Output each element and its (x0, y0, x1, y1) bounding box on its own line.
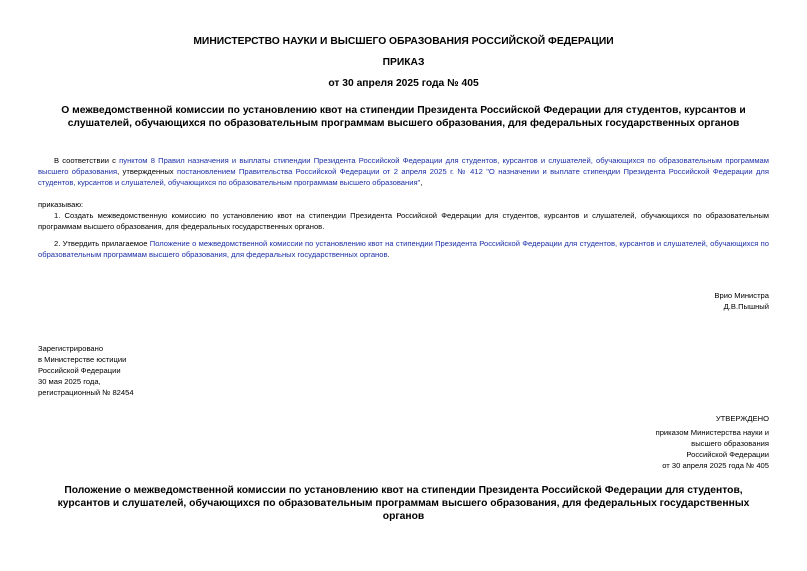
approval-line: Российской Федерации (686, 450, 769, 459)
regulation-title: Положение о межведомственной комиссии по установлению квот на стипендии Президента Российской Федерации для студентов, курсантов и слушателей, обучающихся по образовательным программам высшего образования, для федеральных государственных органов (57, 485, 750, 522)
government-decree-link[interactable]: постановлением Правительства Российской Федерации от 2 апреля 2025 г. № 412 "О назначении и выплате стипендии Президента Российской Федерации для студентов, курсантов и слушателей, обучающихся по образовательным программам высшего образования" (38, 167, 769, 187)
item-2-prefix: 2. Утвердить прилагаемое (54, 239, 150, 248)
preamble-suffix: , (420, 178, 423, 187)
approval-block (656, 413, 769, 471)
order-item-1: 1. Создать межведомственную комиссию по установлению квот на стипендии Президента Российской Федерации для студентов, курсантов и слушателей, обучающихся по образовательным программам высшего образования, для федеральных государственных органов. (38, 211, 769, 231)
registration-block (38, 343, 134, 398)
registration-line: в Министерстве юстиции (38, 355, 127, 364)
item-2-suffix: . (387, 250, 390, 259)
registration-line: регистрационный № 82454 (38, 388, 134, 397)
order-heading: ПРИКАЗ (382, 57, 425, 68)
rules-link[interactable]: пунктом 8 Правил назначения и выплаты стипендии Президента Российской Федерации для студентов, курсантов и слушателей, обучающихся по образовательным программам высшего образования (38, 156, 769, 176)
preamble-middle: , утвержденных (117, 167, 177, 176)
signatory-name: Д.В.Пышный (723, 302, 769, 311)
approval-line: от 30 апреля 2025 года № 405 (662, 461, 769, 470)
order-date: от 30 апреля 2025 года № 405 (328, 78, 479, 89)
preamble-prefix: В соответствии с (54, 156, 120, 165)
ministry-heading: МИНИСТЕРСТВО НАУКИ И ВЫСШЕГО ОБРАЗОВАНИЯ РОССИЙСКОЙ ФЕДЕРАЦИИ (193, 36, 614, 47)
ordered-word: приказываю: (38, 200, 84, 209)
signatory-position: Врио Министра (714, 291, 769, 300)
approval-heading: УТВЕРЖДЕНО (715, 414, 769, 423)
approval-line: высшего образования (691, 439, 769, 448)
regulation-link[interactable]: Положение о межведомственной комиссии по установлению квот на стипендии Президента Российской Федерации для студентов, курсантов и слушателей, обучающихся по образовательным программам высшего образования, для федеральных государственных органов (38, 239, 769, 259)
order-title: О межведомственной комиссии по установлению квот на стипендии Президента Российской Федерации для студентов, курсантов и слушателей, обучающихся по образовательным программам высшего образования, для федеральных государственных органов (61, 105, 746, 129)
registration-line: Российской Федерации (38, 366, 121, 375)
preamble-paragraph (38, 155, 769, 188)
approval-line: приказом Министерства науки и (655, 428, 769, 437)
order-item-2 (38, 238, 769, 260)
signature-block (714, 290, 769, 312)
registration-line: 30 мая 2025 года, (38, 377, 101, 386)
registration-line: Зарегистрировано (38, 344, 104, 353)
